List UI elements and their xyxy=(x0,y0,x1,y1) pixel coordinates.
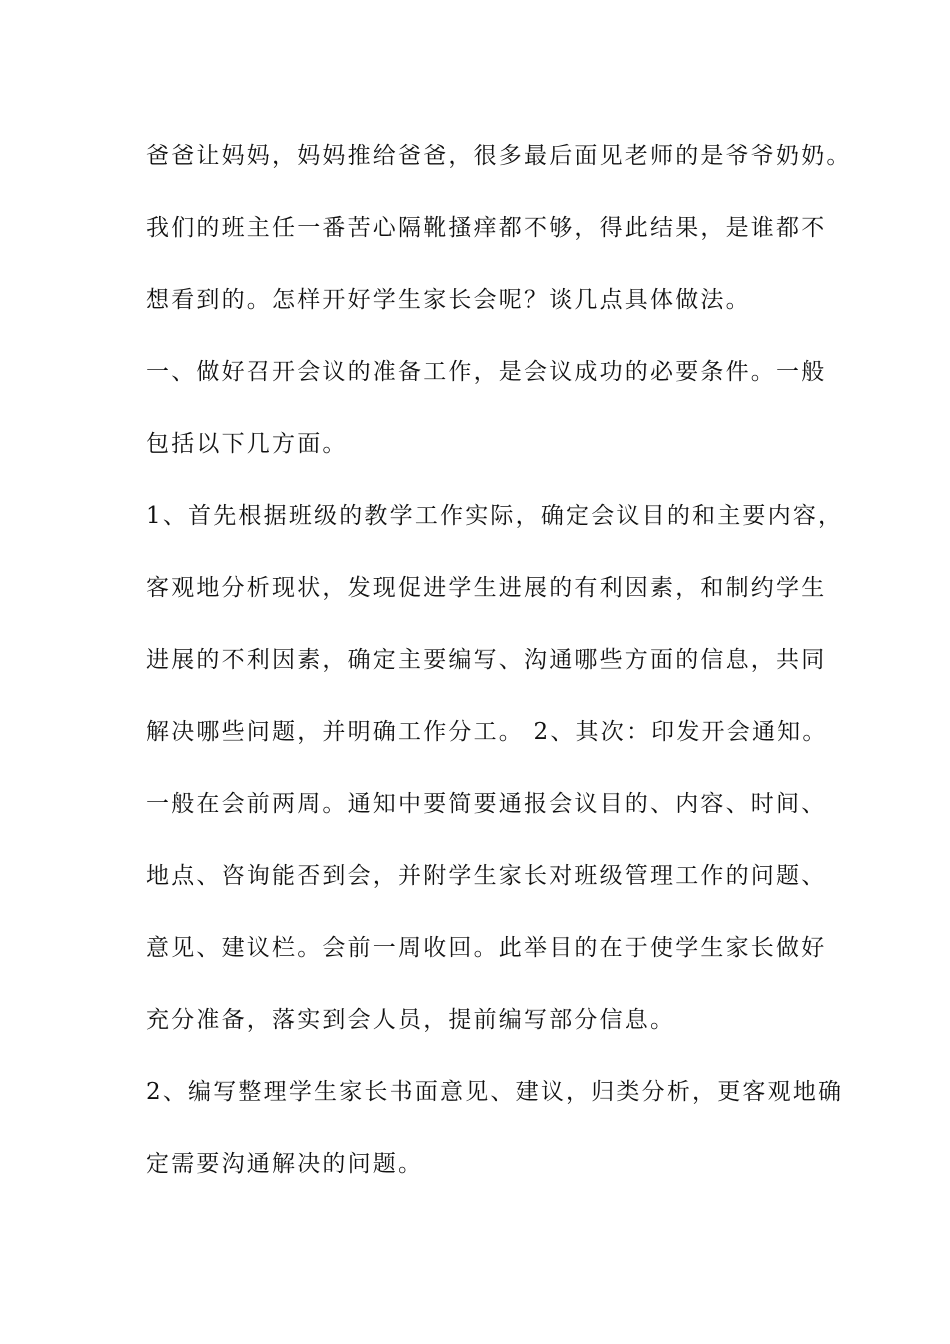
text-line: 想看到的。怎样开好学生家长会呢？谈几点具体做法。 xyxy=(146,287,751,313)
body-text xyxy=(146,128,852,1192)
text-line: 我们的班主任一番苦心隔靴搔痒都不够，得此结果，是谁都不 xyxy=(146,215,827,241)
text-line: 爸爸让妈妈，妈妈推给爸爸，很多最后面见老师的是爷爷奶奶。 xyxy=(146,143,852,169)
text-line: 客观地分析现状，发现促进学生进展的有利因素，和制约学生 xyxy=(146,575,827,601)
text-line: 一般在会前两周。通知中要简要通报会议目的、内容、时间、 xyxy=(146,791,827,817)
text-line: 地点、咨询能否到会，并附学生家长对班级管理工作的问题、 xyxy=(146,863,827,889)
text-line: 进展的不利因素，确定主要编写、沟通哪些方面的信息，共同 xyxy=(146,647,827,673)
text-line: 解决哪些问题，并明确工作分工。 2、其次：印发开会通知。 xyxy=(146,719,828,745)
text-line: 2、编写整理学生家长书面意见、建议，归类分析，更客观地确 xyxy=(146,1079,844,1105)
text-line: 1、首先根据班级的教学工作实际，确定会议目的和主要内容， xyxy=(146,503,844,529)
text-line: 一、做好召开会议的准备工作，是会议成功的必要条件。一般 xyxy=(146,359,827,385)
text-line: 意见、建议栏。会前一周收回。此举目的在于使学生家长做好 xyxy=(146,935,827,961)
text-line: 充分准备，落实到会人员，提前编写部分信息。 xyxy=(146,1007,676,1033)
text-line: 包括以下几方面。 xyxy=(146,431,348,457)
text-line: 定需要沟通解决的问题。 xyxy=(146,1151,424,1177)
